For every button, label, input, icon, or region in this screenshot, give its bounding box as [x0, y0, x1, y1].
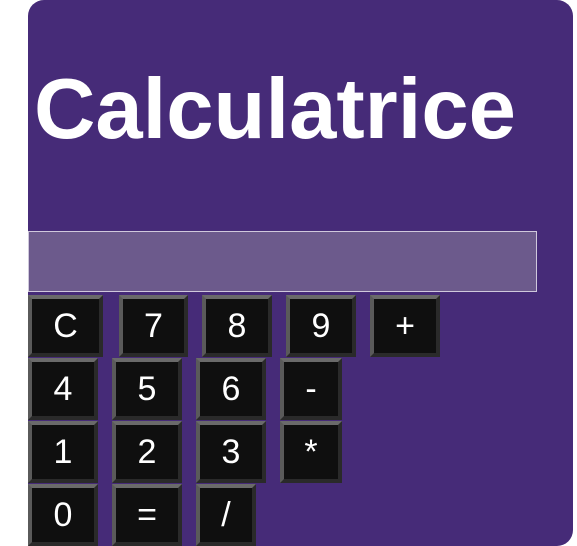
key-3-button[interactable]: 3 [196, 421, 266, 483]
key-7-button[interactable]: 7 [119, 295, 188, 357]
divide-button[interactable]: / [196, 484, 256, 546]
key-4-button[interactable]: 4 [28, 358, 98, 420]
clear-button[interactable]: C [28, 295, 103, 357]
key-6-button[interactable]: 6 [196, 358, 266, 420]
key-0-button[interactable]: 0 [28, 484, 98, 546]
multiply-button[interactable]: * [280, 421, 342, 483]
plus-button[interactable]: + [370, 295, 440, 357]
key-2-button[interactable]: 2 [112, 421, 182, 483]
key-1-button[interactable]: 1 [28, 421, 98, 483]
minus-button[interactable]: - [280, 358, 342, 420]
display-input[interactable] [28, 231, 537, 292]
key-8-button[interactable]: 8 [202, 295, 272, 357]
page-title: Calculatrice [34, 62, 516, 157]
key-9-button[interactable]: 9 [286, 295, 356, 357]
equals-button[interactable]: = [112, 484, 182, 546]
calculator-panel [28, 0, 573, 546]
key-5-button[interactable]: 5 [112, 358, 182, 420]
